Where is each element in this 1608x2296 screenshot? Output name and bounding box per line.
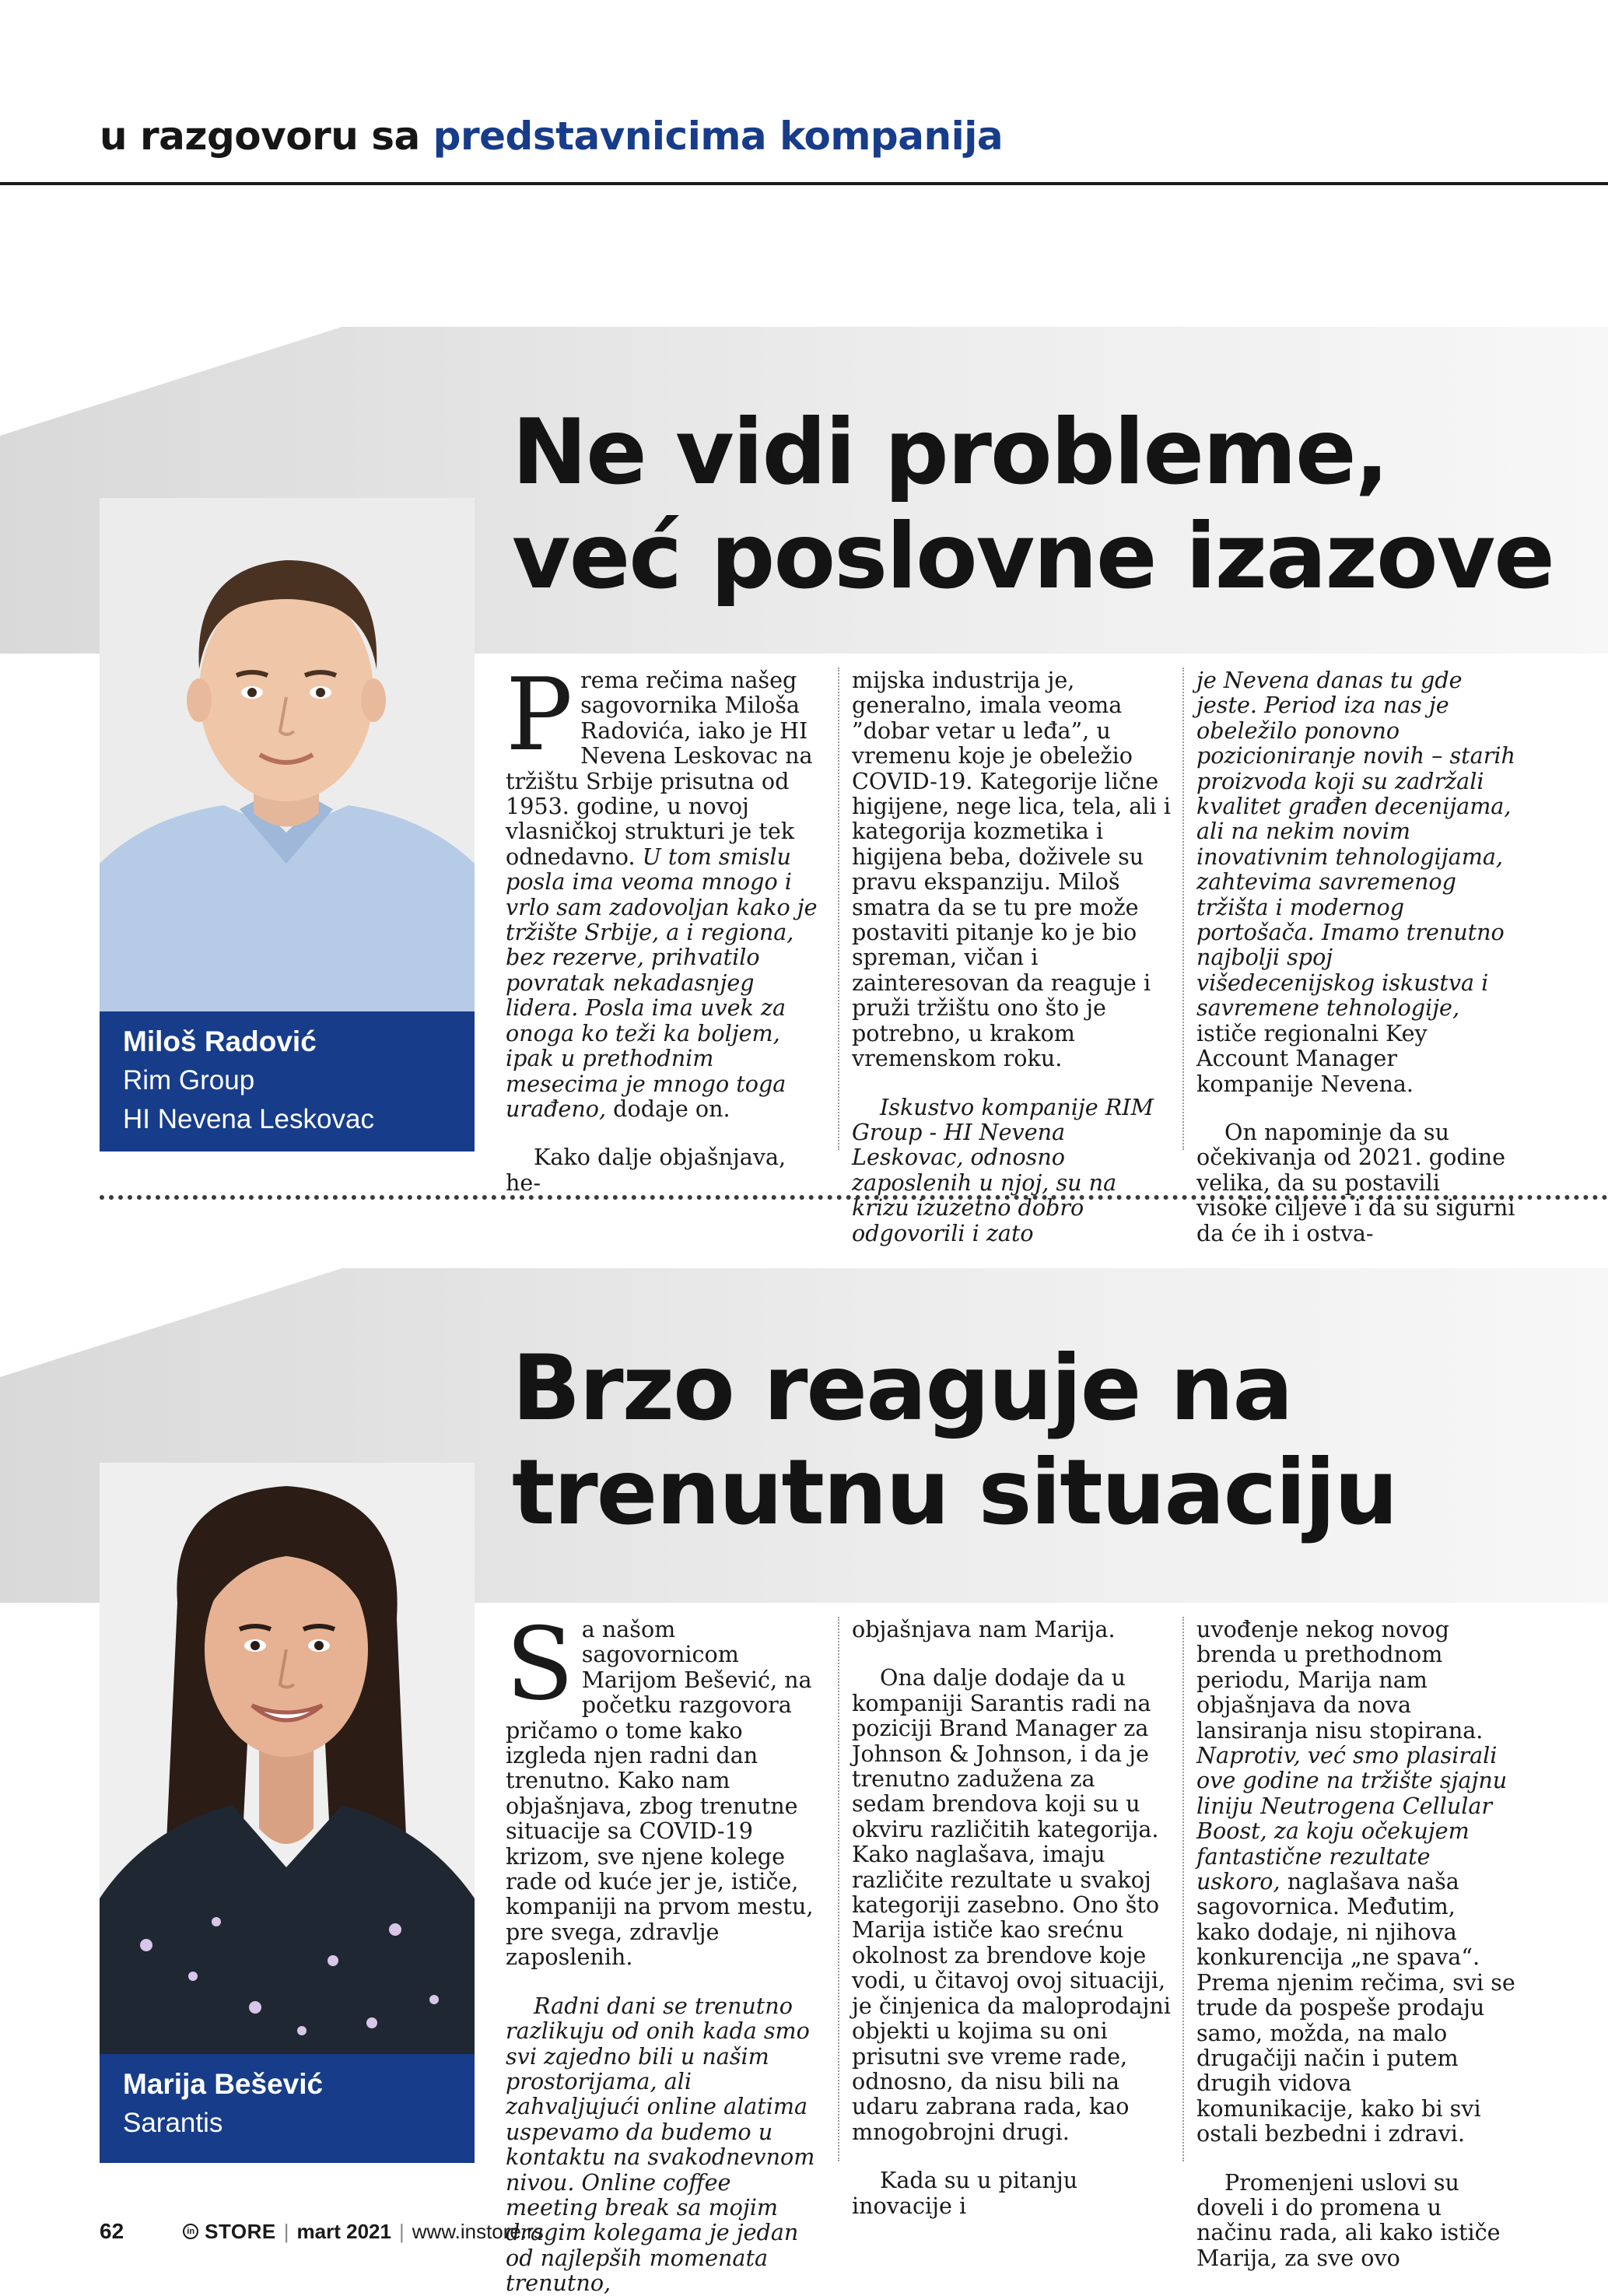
footer-divider: | xyxy=(398,2219,405,2243)
article2-col2-para2: Ona dalje dodaje da u kompaniji Sarantis radi na poziciji Brand Manager za Johnson & Johnson, i da je trenutno zadužena za sedam brendova koji su u okviru različitih kategorija. Kako naglašava, imaju različite rezultate u svakoj kategoriji zasebno. Ono što Marija ističe kao srećnu okolnost za brendove koje vodi, u čitavoj ovoj situaciji, je činjenica da maloprodajni objekti u kojima su oni prisutni sve vreme rade, odnosno, da nisu bili na udaru zabrana rada, kao mnogobrojni drugi. xyxy=(852,1664,1171,2145)
article-separator xyxy=(100,1195,1608,1200)
article2-column-1 xyxy=(506,1607,825,2296)
article1-portrait xyxy=(100,498,475,1011)
article1-col2-quote: Iskustvo kompanije RIM Group - HI Nevena Leskovac, odnosno zaposlenih u njoj, su na krizu izuzetno dobro odgovorili i zato xyxy=(852,1093,1154,1246)
footer-divider: | xyxy=(283,2219,289,2243)
article2-col1-quote: Radni dani se trenutno razlikuju od onih kada smo svi zajedno bili u našim prostorijama, ali zahvaljujući online alatima uspevamo da budemo u kontaktu na svakodnevnom nivou. Online coffee meeting break sa mojim dragim kolegama je jedan od najlepših momenata trenutno, xyxy=(506,1992,815,2296)
article2-person-name: Marija Bešević xyxy=(123,2068,324,2100)
column-divider xyxy=(838,668,839,1150)
article1-column-2 xyxy=(852,668,1171,1246)
article2-column-3 xyxy=(1196,1617,1515,2270)
header-rule xyxy=(0,182,1608,185)
column-divider xyxy=(1182,668,1184,1150)
article2-col2-para3: Kada su u pitanju inovacije i xyxy=(852,2167,1078,2219)
instore-logo-icon: in xyxy=(183,2224,198,2239)
article2-org-line1: Sarantis xyxy=(123,2108,223,2138)
article1-col3-quote: je Nevena danas tu gde jeste. Period iza nas je obeležilo ponovno pozicioniranje novih – starih proizvoda koji su zadržali kvalitet građen decenijama, ali na nekim novim inovativnim tehnologijama, zahtevima savremenog tržišta i modernog portošača. Imamo trenutno najbolji spoj višedecenijskog iskustva i savremene tehnologije, xyxy=(1196,667,1515,1022)
article1-column-1 xyxy=(506,657,825,1196)
article1-column-3 xyxy=(1196,668,1515,1246)
article2-col2-para1: objašnjava nam Marija. xyxy=(852,1616,1116,1642)
article2-title-line2: trenutnu situaciju xyxy=(512,1440,1397,1545)
page-number: 62 xyxy=(100,2219,124,2243)
article2-col3-para2: Promenjeni uslovi su doveli i do promena u načinu rada, ali kako ističe Marija, za sve ovo xyxy=(1196,2168,1501,2271)
article1-col3-para2: On napominje da su očekivanja od 2021. godine velika, da su postavili visoke ciljeve i da su sigurni da će ih i ostva- xyxy=(1196,1118,1515,1246)
footer-website-link[interactable]: www.instore.rs xyxy=(412,2219,544,2243)
article1-col1-para2: Kako dalje objašnjava, he- xyxy=(506,1144,786,1196)
column-divider xyxy=(838,1617,839,2161)
article1-org-line2: HI Nevena Leskovac xyxy=(123,1104,374,1134)
article1-title xyxy=(512,401,1554,609)
article2-col1-text: a našom sagovornicom Marijom Bešević, na početku razgovora pričamo o tome kako izgleda njen radni dan trenutno. Kako nam objašnjava, zbog trenutne situacije sa COVID-19 krizom, sve njene kolege rade od kuće jer je, ističe, kompaniji na prvom mestu, pre svega, zdravlje zaposlenih. xyxy=(506,1616,814,1971)
section-header-prefix: u razgovoru sa xyxy=(100,114,420,159)
article1-col2-para1: mijska industrija je, generalno, imala veoma ”dobar vetar u leđa”, u vremenu koje je obeležio COVID-19. Kategorije lične higijene, nege lica, tela, ali i kategorija kozmetika i higijena beba, doživele su pravu ekspanziju. Miloš smatra da se tu pre može postaviti pitanje ko je bio spreman, vičan i zainteresovan da reaguje i pruži tržištu ono što je potrebno, u krakom vremenskom roku. xyxy=(852,667,1171,1072)
article1-col1-quote: U tom smislu posla ima veoma mnogo i vrlo sam zadovoljan kako je tržište Srbije, a i regiona, bez rezerve, prihvatilo povratak nekadasnjeg lidera. Posla ima uvek za onoga ko teži ka boljem, ipak u prethodnim mesecima je mnogo toga urađeno, xyxy=(506,843,818,1122)
article2-title xyxy=(512,1337,1396,1545)
page-footer xyxy=(100,2219,544,2244)
article1-col3-attribution: ističe regionalni Key Account Manager kompanije Nevena. xyxy=(1196,1019,1428,1097)
footer-issue: mart 2021 xyxy=(296,2219,391,2243)
article2-col3-quote: Naprotiv, već smo plasirali ove godine na tržište sjajnu liniju Neutrogena Cellular Boost, za koju očekujem fantastične rezultate uskoro, xyxy=(1196,1742,1508,1895)
article1-drop-cap: P xyxy=(506,657,573,773)
article2-col3-attribution: naglašava naša sagovornica. Međutim, kako dodaje, ni njihova konkurencija „ne spava“. Prema njenim rečima, svi se trude da pospeše prodaju samo, možda, na malo drugačiji način i putem drugih vidova komunikacije, kako bi svi ostali bezbedni i zdravi. xyxy=(1196,1868,1515,2147)
section-header-highlight: predstavnicima kompanija xyxy=(433,114,1004,159)
column-divider xyxy=(1182,1617,1184,2161)
article1-caption xyxy=(100,1011,475,1152)
article2-portrait xyxy=(100,1463,475,2054)
article1-title-line2: već poslovne izazove xyxy=(512,504,1554,609)
section-header xyxy=(100,114,1003,159)
article1-org-line1: Rim Group xyxy=(123,1065,255,1095)
article2-drop-cap: S xyxy=(506,1607,574,1723)
article1-col1-attribution: dodaje on. xyxy=(613,1095,730,1122)
footer-brand: STORE xyxy=(205,2219,276,2243)
article2-title-line1: Brzo reaguje na xyxy=(512,1336,1292,1441)
article2-col3-text: uvođenje nekog novog brenda u prethodnom periodu, Marija nam objašnjava da nova lansiranja nisu stopirana. xyxy=(1196,1616,1484,1744)
article1-person-name: Miloš Radović xyxy=(123,1025,317,1057)
article2-column-2 xyxy=(852,1617,1171,2218)
article2-caption xyxy=(100,2054,475,2163)
article1-col1-text: rema rečima našeg sagovornika Miloša Radovića, iako je HI Nevena Leskovac na tržištu Srbije prisutna od 1953. godine, u novoj vlasničkoj strukturi je tek odnedavno. xyxy=(506,667,813,870)
article1-title-line1: Ne vidi probleme, xyxy=(512,400,1388,505)
